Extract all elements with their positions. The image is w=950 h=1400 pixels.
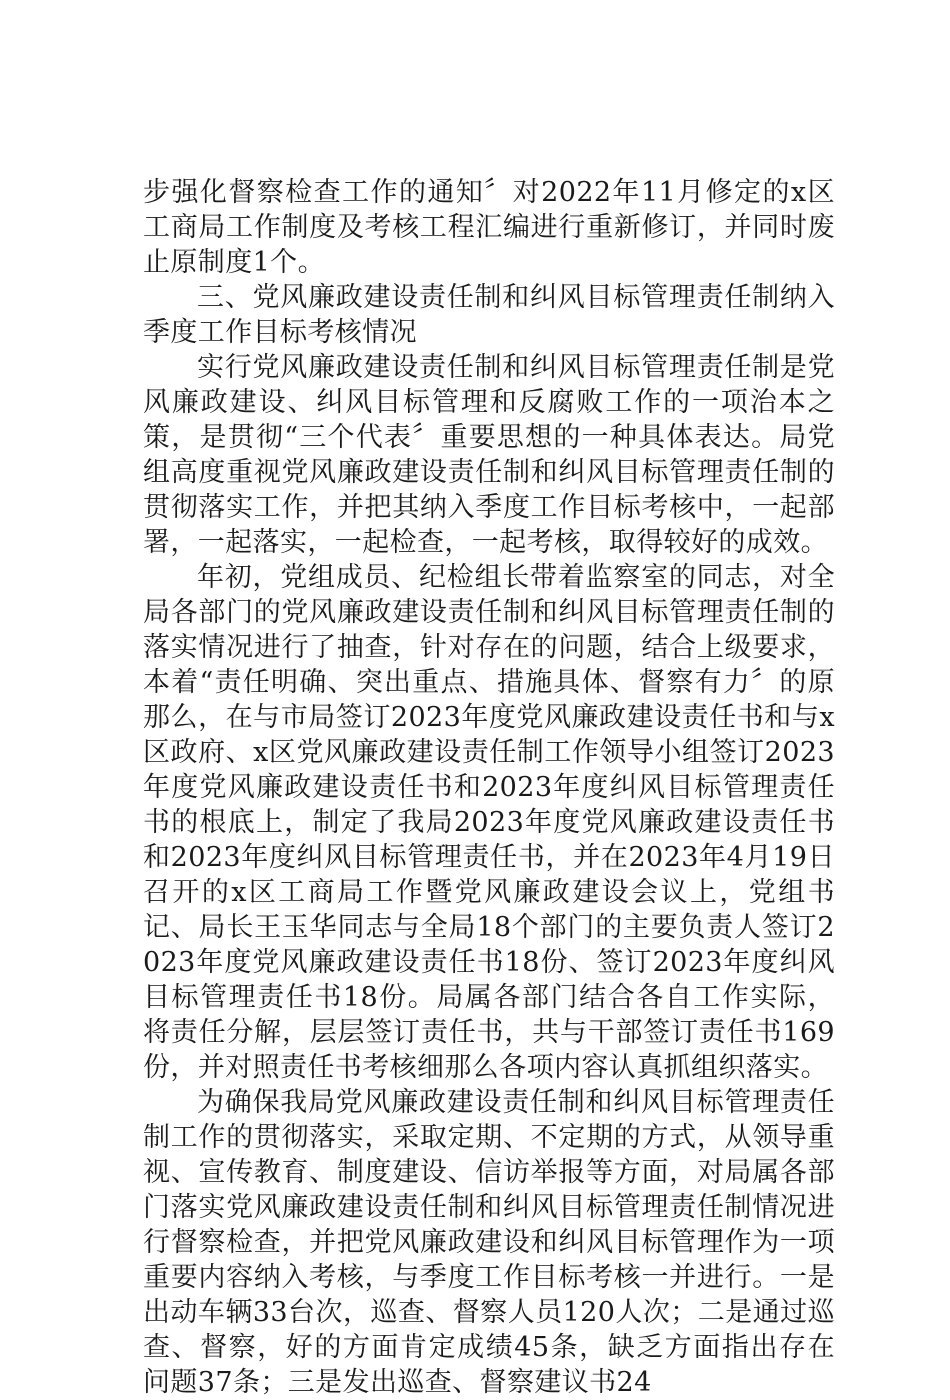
section-heading: 三、党风廉政建设责任制和纠风目标管理责任制纳入季度工作目标考核情况 — [143, 282, 835, 348]
paragraph-continuation: 步强化督察检查工作的通知〞对2022年11月修定的x区工商局工作制度及考核工程汇编进行重新修订，并同时废止原制度1个。 — [143, 177, 835, 278]
paragraph: 年初，党组成员、纪检组长带着监察室的同志，对全局各部门的党风廉政建设责任制和纠风目标管理责任制的落实情况进行了抽查，针对存在的问题，结合上级要求，本着“责任明确、突出重点、措施具体、督察有力〞的原那么，在与市局签订2023年度党风廉政建设责任书和与x区政府、x区党风廉政建设责任制工作领导小组签订2023年度党风廉政建设责任书和2023年度纠风目标管理责任书的根底上，制定了我局2023年度党风廉政建设责任书和2023年度纠风目标管理责任书，并在2023年4月19日召开的x区工商局工作暨党风廉政建设会议上，党组书记、局长王玉华同志与全局18个部门的主要负责人签订2023年度党风廉政建设责任书18份、签订2023年度纠风目标管理责任书18份。局属各部门结合各自工作实际，将责任分解，层层签订责任书，共与干部签订责任书169份，并对照责任书考核细那么各项内容认真抓组织落实。 — [143, 562, 835, 1083]
paragraph: 实行党风廉政建设责任制和纠风目标管理责任制是党风廉政建设、纠风目标管理和反腐败工作的一项治本之策，是贯彻“三个代表〞重要思想的一种具体表达。局党组高度重视党风廉政建设责任制和纠风目标管理责任制的贯彻落实工作，并把其纳入季度工作目标考核中，一起部署，一起落实，一起检查，一起考核，取得较好的成效。 — [143, 352, 835, 558]
paragraph: 为确保我局党风廉政建设责任制和纠风目标管理责任制工作的贯彻落实，采取定期、不定期的方式，从领导重视、宣传教育、制度建设、信访举报等方面，对局属各部门落实党风廉政建设责任制和纠风目标管理责任制情况进行督察检查，并把党风廉政建设和纠风目标管理作为一项重要内容纳入考核，与季度工作目标考核一并进行。一是出动车辆33台次，巡查、督察人员120人次；二是通过巡查、督察，好的方面肯定成绩45条，缺乏方面指出存在问题37条；三是发出巡查、督察建议书24 — [143, 1087, 835, 1398]
document-body — [143, 175, 835, 1400]
